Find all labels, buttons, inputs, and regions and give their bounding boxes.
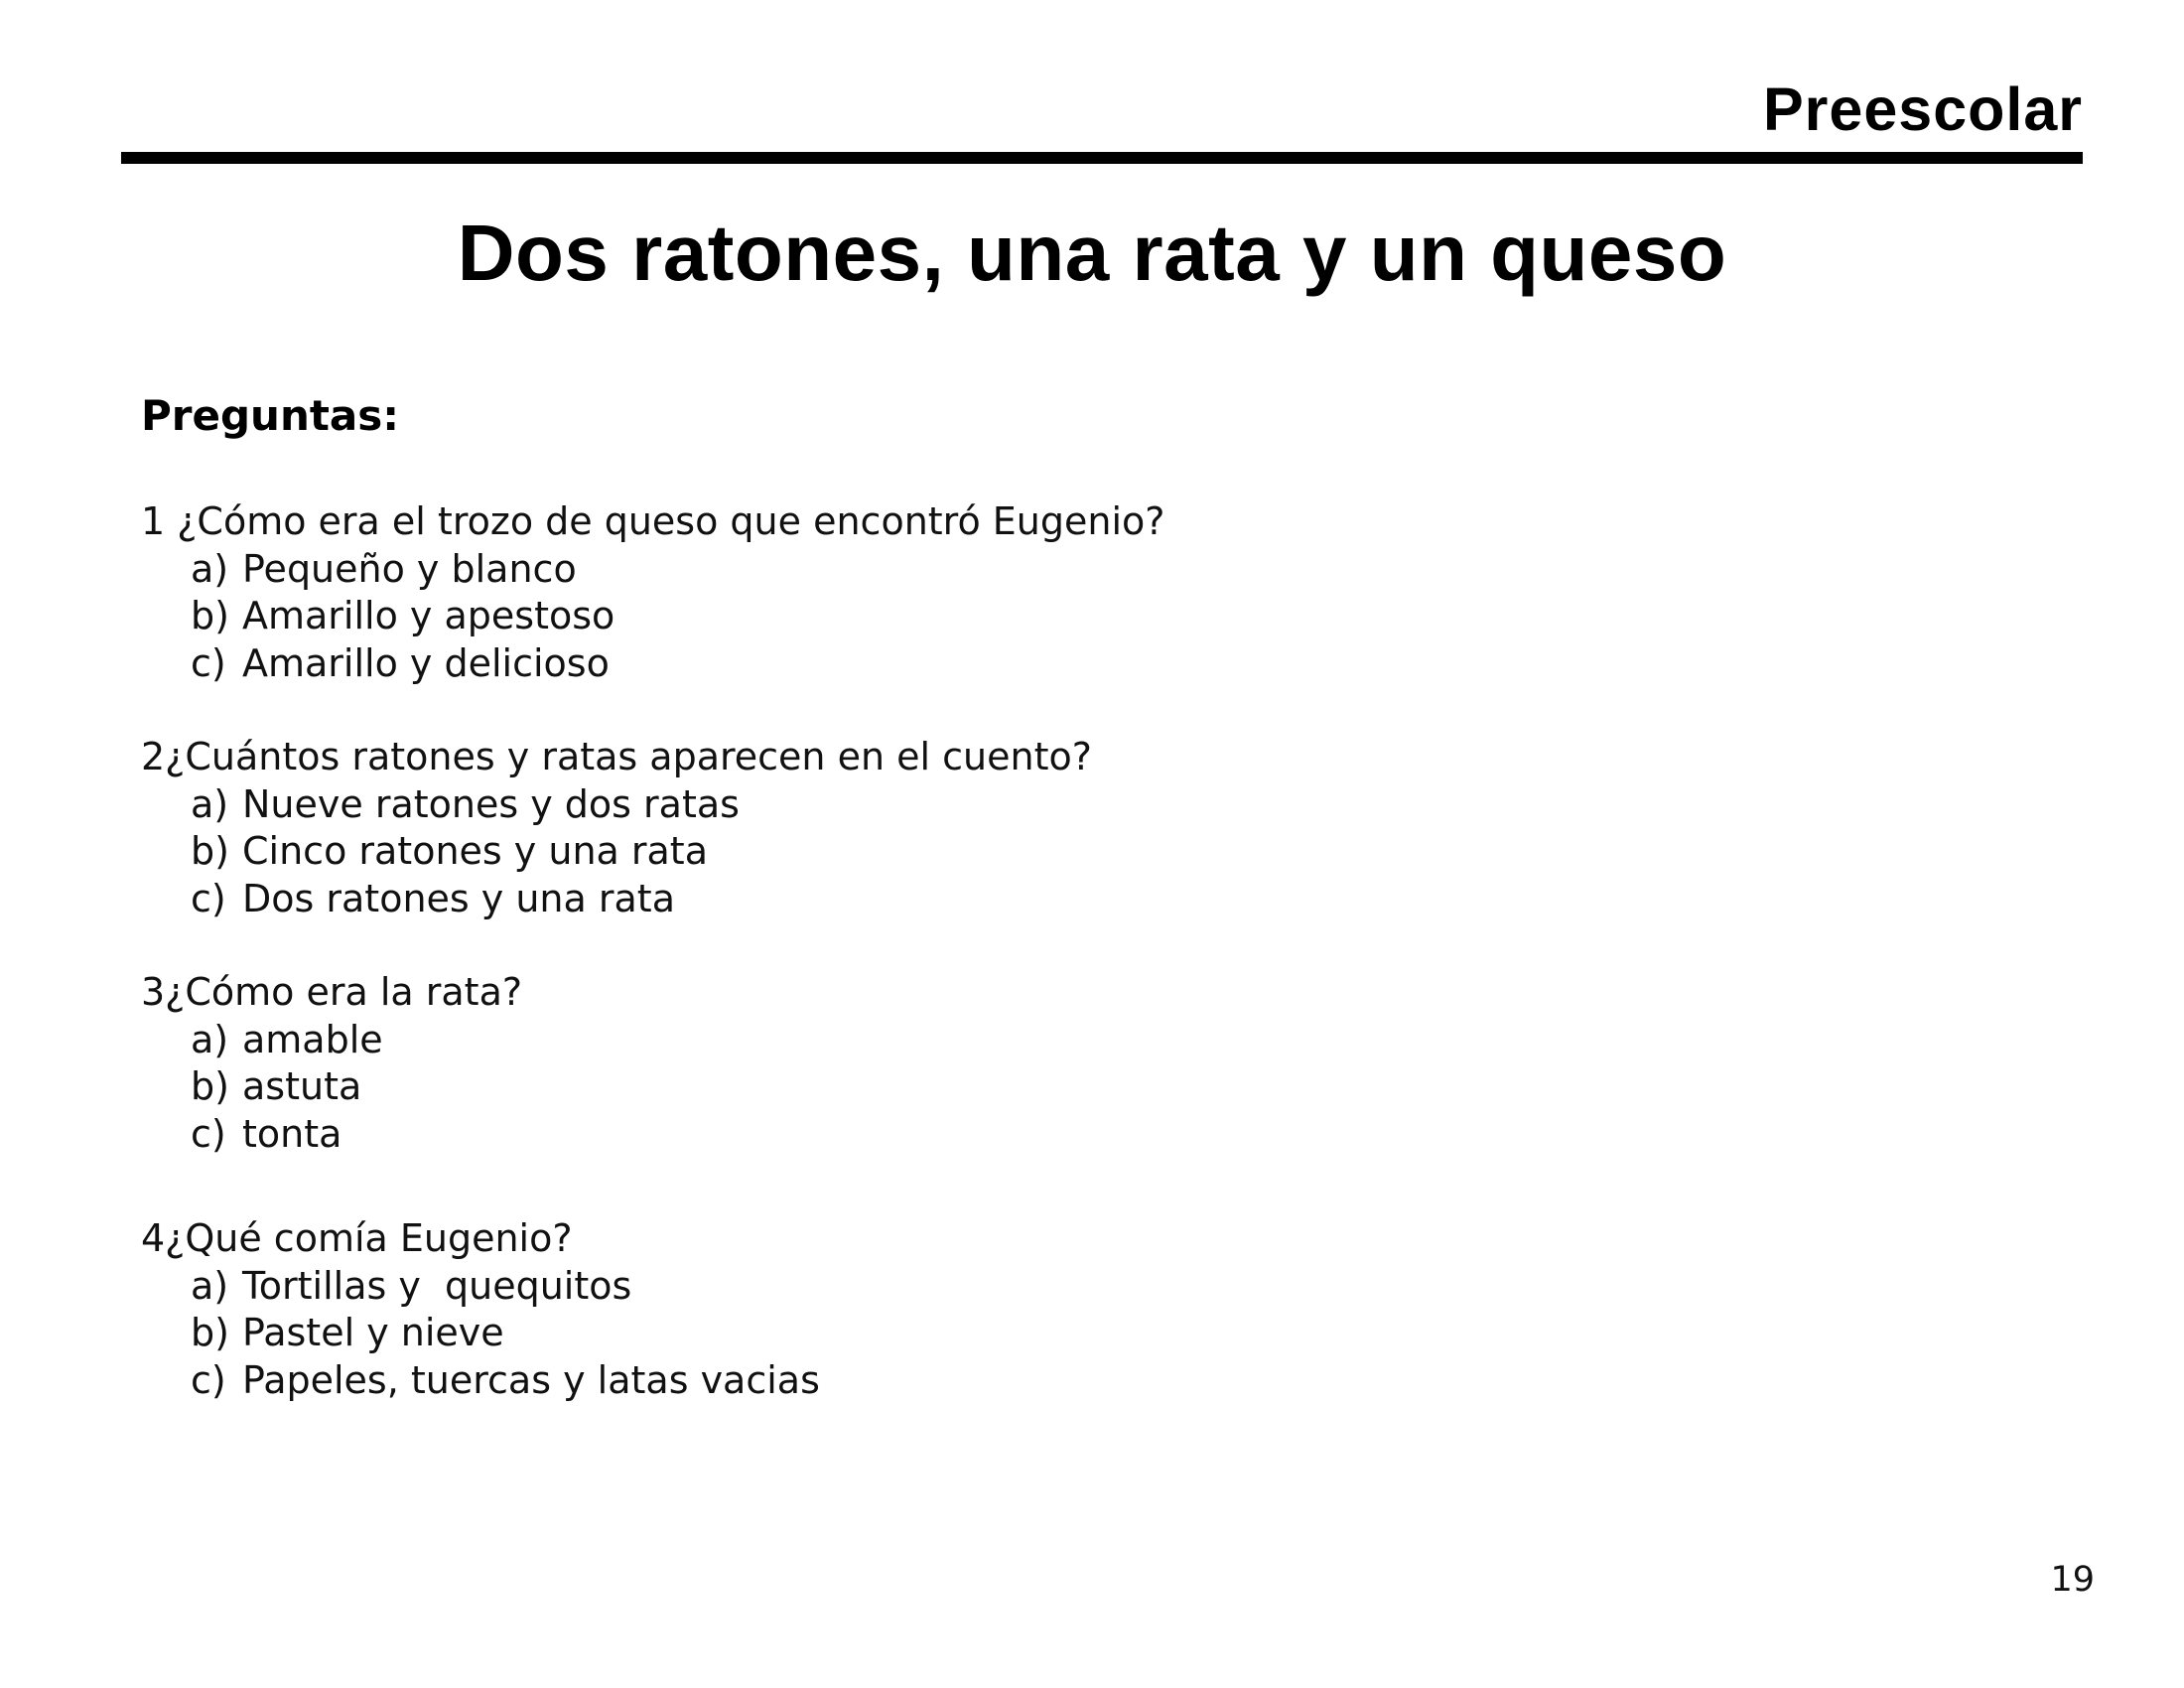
option-c — [141, 1111, 1928, 1159]
option-b — [141, 828, 1928, 876]
option-text: Nueve ratones y dos ratas — [242, 781, 740, 826]
options-list — [141, 781, 1928, 923]
question-text: 4¿Qué comía Eugenio? — [141, 1216, 573, 1260]
page-number: 19 — [2050, 1560, 2095, 1600]
question-text: 2¿Cuántos ratones y ratas aparecen en el cuento? — [141, 735, 1092, 778]
question-text: 1 ¿Cómo era el trozo de queso que encontró Eugenio? — [141, 499, 1165, 543]
option-text: tonta — [242, 1111, 342, 1156]
option-letter: a) — [191, 781, 229, 826]
question-1 — [141, 498, 1928, 687]
option-b — [141, 1310, 1928, 1357]
option-c — [141, 1357, 1928, 1405]
question-text: 3¿Cómo era la rata? — [141, 970, 523, 1014]
option-text: Amarillo y apestoso — [242, 594, 615, 637]
option-c — [141, 640, 1928, 688]
option-text: Tortillas y quequitos — [242, 1263, 632, 1308]
option-a — [141, 1017, 1928, 1064]
header-label: Preescolar — [1763, 75, 2083, 143]
option-text: Pequeño y blanco — [242, 546, 577, 591]
option-letter: b) — [191, 1311, 229, 1354]
question-3 — [141, 969, 1928, 1158]
option-b — [141, 1063, 1928, 1111]
section-heading: Preguntas: — [141, 391, 400, 440]
option-letter: c) — [191, 640, 226, 685]
option-c — [141, 876, 1928, 923]
option-a — [141, 781, 1928, 829]
option-letter: c) — [191, 876, 226, 920]
page-title: Dos ratones, una rata y un queso — [457, 209, 1727, 297]
questions-list — [141, 498, 1928, 1404]
question-2 — [141, 734, 1928, 922]
options-list — [141, 1263, 1928, 1405]
option-text: Amarillo y delicioso — [242, 640, 610, 685]
options-list — [141, 1017, 1928, 1159]
option-letter: c) — [191, 1357, 226, 1402]
option-text: amable — [242, 1017, 383, 1061]
option-letter: b) — [191, 594, 229, 637]
option-text: Papeles, tuercas y latas vacias — [242, 1357, 820, 1402]
options-list — [141, 546, 1928, 688]
question-4 — [141, 1215, 1928, 1404]
option-text: Cinco ratones y una rata — [242, 829, 708, 873]
option-text: Pastel y nieve — [242, 1311, 504, 1354]
option-a — [141, 1263, 1928, 1311]
option-b — [141, 593, 1928, 640]
option-a — [141, 546, 1928, 594]
option-letter: a) — [191, 1017, 229, 1061]
option-text: astuta — [242, 1064, 362, 1108]
header-rule — [121, 152, 2083, 164]
option-letter: b) — [191, 829, 229, 873]
option-letter: a) — [191, 546, 229, 591]
option-text: Dos ratones y una rata — [242, 876, 675, 920]
option-letter: c) — [191, 1111, 226, 1156]
option-letter: b) — [191, 1064, 229, 1108]
option-letter: a) — [191, 1263, 229, 1308]
